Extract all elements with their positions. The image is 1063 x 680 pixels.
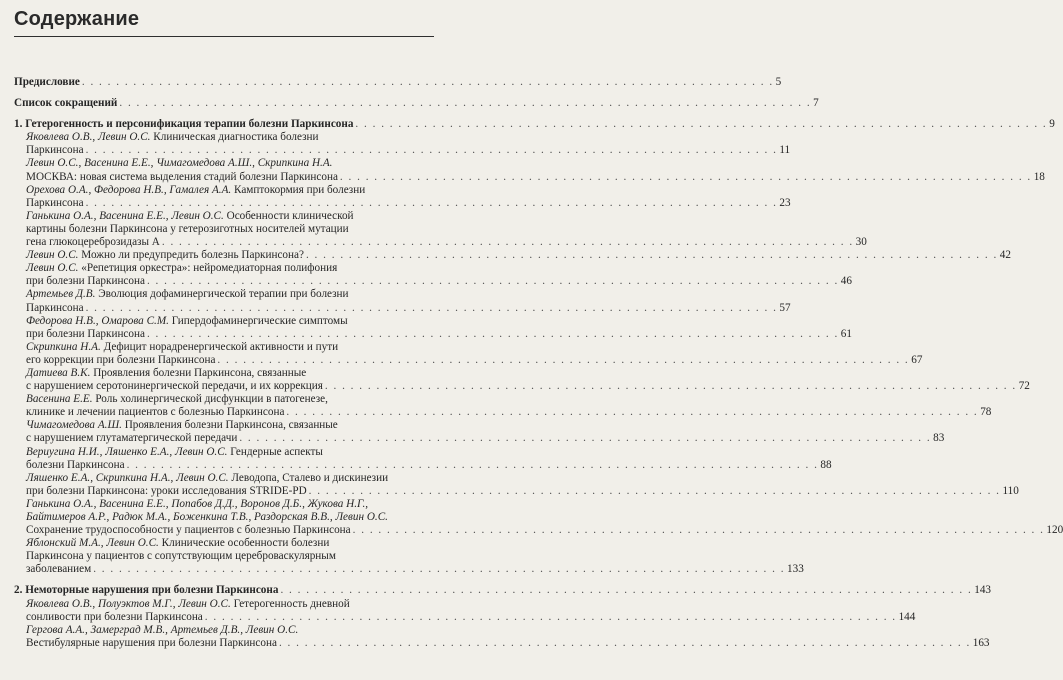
entry-title: Гипердофаминергические симптомы	[168, 314, 348, 327]
entry-text	[26, 171, 338, 184]
toc-entry	[14, 432, 945, 445]
toc-front-matter	[14, 97, 819, 110]
entry-text	[26, 611, 203, 624]
entry-text	[26, 328, 145, 341]
dot-leader: . . . . . . . . . . . . . . . . . . . . . . . . . . . . . . . . . . . . . . . . . . . . . . . . . . . . . . . . . . . . . . . . . . . . . . . . . . . . . . . . .	[355, 118, 1048, 131]
toc-entry-line	[14, 288, 433, 301]
toc-entry	[14, 144, 791, 157]
dot-leader: . . . . . . . . . . . . . . . . . . . . . . . . . . . . . . . . . . . . . . . . . . . . . . . . . . . . . . . . . . . . . . . . . . . . . . . . . . . . . . . . .	[278, 636, 971, 649]
toc-entry-line	[14, 393, 433, 406]
entry-title: Клиническая диагностика болезни	[150, 131, 319, 144]
entry-title: Особенности клинической	[223, 209, 354, 222]
dot-leader: . . . . . . . . . . . . . . . . . . . . . . . . . . . . . . . . . . . . . . . . . . . . . . . . . . . . . . . . . . . . . . . . . . . . . . . . . . . . . . . . .	[81, 76, 774, 88]
entry-text	[26, 563, 91, 576]
entry-title: Камптокормия при болезни	[231, 183, 366, 196]
toc-entry-line	[14, 537, 433, 550]
section-title: Предисловие	[14, 76, 80, 88]
toc-entry-line	[14, 210, 433, 223]
page-number: 120	[1046, 524, 1063, 537]
toc-entry-line	[14, 341, 433, 354]
entry-title: МОСКВА: новая система выделения стадий болезни Паркинсона	[26, 170, 338, 183]
dot-leader: . . . . . . . . . . . . . . . . . . . . . . . . . . . . . . . . . . . . . . . . . . . . . . . . . . . . . . . . . . . . . . . . . . . . . . . . . . . . . . . . .	[217, 353, 910, 366]
entry-authors: Байтимеров А.Р., Радюк М.А., Боженкина Т.В., Раздорская В.В., Левин О.С.	[26, 511, 388, 523]
toc-entry-line	[14, 223, 433, 236]
toc-entry	[14, 327, 852, 341]
section-title: 2. Немоторные нарушения при болезни Паркинсона	[14, 584, 279, 597]
entry-text	[26, 637, 277, 650]
entry-title: Паркинсона	[26, 196, 84, 209]
entry-authors: Гергова А.А., Замерград М.В., Артемьев Д.В., Левин О.С.	[26, 623, 299, 636]
entry-title: Гендерные аспекты	[227, 445, 323, 458]
entry-authors: Левин О.С.	[26, 262, 79, 275]
dot-leader: . . . . . . . . . . . . . . . . . . . . . . . . . . . . . . . . . . . . . . . . . . . . . . . . . . . . . . . . . . . . . . . . . . . . . . . . . . . . . . . . .	[308, 484, 1001, 497]
entry-authors: Ляшенко Е.А., Скрипкина Н.А., Левин О.С.	[26, 471, 229, 484]
toc-entry	[14, 301, 791, 315]
entry-authors: Ганькина О.А., Васенина Е.Е., Попабов Д.Д., Воронов Д.Б., Жукова Н.Г.,	[26, 497, 369, 510]
entry-title: клинике и лечении пациентов с болезнью Паркинсона	[26, 406, 285, 419]
toc-entry	[14, 406, 992, 419]
toc-entry-line	[14, 498, 433, 511]
title-rule	[14, 36, 434, 37]
page-title: Содержание	[14, 8, 140, 30]
page-number: 7	[813, 97, 819, 110]
page-number: 78	[980, 406, 992, 419]
spacer	[14, 89, 433, 97]
page-number: 57	[779, 301, 791, 314]
entry-text	[26, 485, 307, 498]
table-of-contents	[14, 76, 1063, 650]
toc-entry-line	[14, 550, 433, 563]
toc-entry-line	[14, 446, 433, 459]
page-number: 23	[779, 196, 791, 209]
entry-authors: Яблонский М.А., Левин О.С.	[26, 537, 159, 550]
entry-authors: Вериугина Н.И., Ляшенко Е.А., Левин О.С.	[26, 445, 228, 458]
entry-title: с нарушением серотонинергической передачи, и их коррекция	[26, 380, 323, 393]
entry-text	[14, 76, 80, 89]
entry-authors: Яковлева О.В., Полуэктов М.Г., Левин О.С.	[26, 597, 231, 610]
section-title: 1. Гетерогенность и персонификация терапии болезни Паркинсона	[14, 118, 354, 131]
toc-entry	[14, 275, 852, 288]
page-number: 67	[911, 353, 923, 366]
dot-leader: . . . . . . . . . . . . . . . . . . . . . . . . . . . . . . . . . . . . . . . . . . . . . . . . . . . . . . . . . . . . . . . . . . . . . . . . . . . . . . . . .	[239, 432, 932, 445]
entry-title: Проявления болезни Паркинсона, связанные	[121, 419, 338, 432]
toc-entry-line	[14, 419, 433, 432]
entry-title: картины болезни Паркинсона у гетерозиготных носителей мутации	[26, 222, 349, 235]
entry-title: Паркинсона у пациентов с сопутствующим цереброваскулярным	[26, 550, 336, 563]
entry-text	[26, 524, 351, 537]
page-number: 9	[1049, 118, 1055, 131]
page-number: 61	[840, 327, 852, 340]
entry-text	[26, 459, 125, 472]
toc-entry-line	[14, 157, 433, 170]
toc-entry-line	[14, 598, 433, 611]
toc-entry	[14, 380, 1030, 393]
entry-title: Клинические особенности болезни	[158, 537, 330, 550]
page-number: 46	[840, 275, 852, 288]
entry-authors: Артемьев Д.В.	[26, 288, 96, 301]
entry-authors: Датиева В.К.	[26, 366, 91, 379]
entry-title: «Репетиция оркестра»: нейромедиаторная полифония	[78, 262, 338, 275]
toc-entry	[14, 170, 1045, 184]
entry-authors: Федорова Н.В., Омарова С.М.	[26, 314, 169, 327]
entry-text	[26, 302, 84, 315]
entry-authors: Ганькина О.А., Васенина Е.Е., Левин О.С.	[26, 209, 224, 222]
dot-leader: . . . . . . . . . . . . . . . . . . . . . . . . . . . . . . . . . . . . . . . . . . . . . . . . . . . . . . . . . . . . . . . . . . . . . . . . . . . . . . . . .	[339, 170, 1032, 183]
dot-leader: . . . . . . . . . . . . . . . . . . . . . . . . . . . . . . . . . . . . . . . . . . . . . . . . . . . . . . . . . . . . . . . . . . . . . . . . . . . . . . . . .	[93, 563, 785, 576]
dot-leader: . . . . . . . . . . . . . . . . . . . . . . . . . . . . . . . . . . . . . . . . . . . . . . . . . . . . . . . . . . . . . . . . . . . . . . . . . . . . . . . . .	[280, 584, 973, 597]
entry-text	[14, 584, 278, 597]
dot-leader: . . . . . . . . . . . . . . . . . . . . . . . . . . . . . . . . . . . . . . . . . . . . . . . . . . . . . . . . . . . . . . . . . . . . . . . . . . . . . . . . .	[85, 301, 778, 314]
page-number: 88	[820, 458, 832, 471]
toc-entry-line	[14, 472, 433, 485]
page-number: 42	[999, 249, 1011, 262]
entry-title: Дефицит норадренергической активности и пути	[100, 340, 339, 353]
entry-text	[26, 432, 237, 445]
entry-title: его коррекции при болезни Паркинсона	[26, 353, 216, 366]
entry-text	[26, 249, 304, 262]
dot-leader: . . . . . . . . . . . . . . . . . . . . . . . . . . . . . . . . . . . . . . . . . . . . . . . . . . . . . . . . . . . . . . . . . . . . . . . . . . . . . . . . .	[85, 196, 778, 209]
entry-title: сонливости при болезни Паркинсона	[26, 610, 203, 623]
dot-leader: . . . . . . . . . . . . . . . . . . . . . . . . . . . . . . . . . . . . . . . . . . . . . . . . . . . . . . . . . . . . . . . . . . . . . . . . . . . . . . . . .	[352, 524, 1045, 537]
toc-entry	[14, 458, 832, 472]
toc-entry-line	[14, 624, 433, 637]
dot-leader: . . . . . . . . . . . . . . . . . . . . . . . . . . . . . . . . . . . . . . . . . . . . . . . . . . . . . . . . . . . . . . . . . . . . . . . . . . . . . . . . .	[204, 610, 897, 623]
entry-authors: Яковлева О.В., Левин О.С.	[26, 131, 151, 144]
toc-entry	[14, 524, 1063, 537]
entry-text	[26, 197, 84, 210]
dot-leader: . . . . . . . . . . . . . . . . . . . . . . . . . . . . . . . . . . . . . . . . . . . . . . . . . . . . . . . . . . . . . . . . . . . . . . . . . . . . . . . . .	[146, 275, 839, 288]
page-number: 163	[972, 636, 990, 649]
toc-entry	[14, 484, 1019, 498]
page-number: 83	[933, 432, 945, 445]
entry-authors: Левин О.С., Васенина Е.Е., Чимагомедова А.Ш., Скрипкина Н.А.	[26, 157, 333, 170]
dot-leader: . . . . . . . . . . . . . . . . . . . . . . . . . . . . . . . . . . . . . . . . . . . . . . . . . . . . . . . . . . . . . . . . . . . . . . . . . . . . . . . . .	[305, 249, 998, 262]
dot-leader: . . . . . . . . . . . . . . . . . . . . . . . . . . . . . . . . . . . . . . . . . . . . . . . . . . . . . . . . . . . . . . . . . . . . . . . . . . . . . . . . .	[126, 458, 819, 471]
toc-entry	[14, 563, 804, 576]
entry-title: Гетерогенность дневной	[230, 597, 350, 610]
toc-entry	[14, 610, 916, 624]
entry-title: гена глюкоцереброзидазы А	[26, 236, 160, 249]
page-number: 143	[974, 584, 992, 597]
entry-authors: Васенина Е.Е.	[26, 393, 93, 406]
entry-text	[26, 275, 145, 288]
entry-title: Леводопа, Сталево и дискинезии	[228, 471, 389, 484]
page-number: 5	[775, 76, 782, 88]
entry-text	[26, 144, 84, 157]
entry-title: Эволюция дофаминергической терапии при болезни	[95, 288, 349, 301]
entry-title: Паркинсона	[26, 301, 84, 314]
entry-text	[14, 97, 117, 110]
entry-title: при болезни Паркинсона	[26, 327, 145, 340]
toc-section	[14, 118, 1055, 131]
page-number: 18	[1033, 170, 1045, 183]
entry-title: Можно ли предупредить болезнь Паркинсона?	[78, 249, 304, 262]
entry-authors: Левин О.С.	[26, 249, 79, 262]
entry-authors: Скрипкина Н.А.	[26, 340, 101, 353]
spacer	[14, 110, 433, 118]
entry-text	[26, 406, 284, 419]
entry-title: с нарушением глутаматергической передачи	[26, 432, 238, 445]
toc-entry	[14, 636, 990, 650]
dot-leader: . . . . . . . . . . . . . . . . . . . . . . . . . . . . . . . . . . . . . . . . . . . . . . . . . . . . . . . . . . . . . . . . . . . . . . . . . . . . . . . . .	[286, 406, 979, 419]
toc-section	[14, 584, 992, 597]
toc-entry-line	[14, 367, 433, 380]
entry-title: Проявления болезни Паркинсона, связанные	[90, 366, 307, 379]
entry-authors: Орехова О.А., Федорова Н.В., Гамалея А.А.	[26, 183, 232, 196]
page-number: 133	[787, 563, 804, 576]
toc-entry	[14, 353, 923, 367]
entry-title: Паркинсона	[26, 144, 84, 157]
entry-title: при болезни Паркинсона: уроки исследования STRIDE-PD	[26, 484, 307, 497]
dot-leader: . . . . . . . . . . . . . . . . . . . . . . . . . . . . . . . . . . . . . . . . . . . . . . . . . . . . . . . . . . . . . . . . . . . . . . . . . . . . . . . . .	[324, 380, 1017, 393]
toc-entry-line	[14, 511, 433, 524]
spacer	[14, 576, 433, 584]
dot-leader: . . . . . . . . . . . . . . . . . . . . . . . . . . . . . . . . . . . . . . . . . . . . . . . . . . . . . . . . . . . . . . . . . . . . . . . . . . . . . . . . .	[119, 97, 812, 110]
entry-authors: Чимагомедова А.Ш.	[26, 419, 122, 432]
page-number: 144	[898, 610, 916, 623]
entry-title: при болезни Паркинсона	[26, 275, 145, 288]
dot-leader: . . . . . . . . . . . . . . . . . . . . . . . . . . . . . . . . . . . . . . . . . . . . . . . . . . . . . . . . . . . . . . . . . . . . . . . . . . . . . . . . .	[146, 327, 839, 340]
dot-leader: . . . . . . . . . . . . . . . . . . . . . . . . . . . . . . . . . . . . . . . . . . . . . . . . . . . . . . . . . . . . . . . . . . . . . . . . . . . . . . . . .	[161, 236, 854, 249]
entry-title: заболеванием	[26, 563, 92, 576]
entry-text	[26, 354, 215, 367]
page-number: 11	[779, 144, 791, 157]
page-number: 30	[855, 236, 867, 249]
entry-text	[26, 236, 160, 249]
toc-entry-line	[14, 131, 433, 144]
toc-entry-line	[14, 315, 433, 328]
toc-entry-line	[14, 184, 433, 197]
entry-text	[14, 118, 353, 131]
toc-entry	[14, 249, 1011, 262]
page-number: 72	[1018, 380, 1030, 393]
toc-entry	[14, 236, 867, 249]
toc-front-matter	[14, 76, 782, 89]
entry-title: Вестибулярные нарушения при болезни Паркинсона	[26, 636, 277, 649]
toc-entry	[14, 196, 791, 210]
toc-entry-line	[14, 262, 433, 275]
section-title: Список сокращений	[14, 97, 118, 110]
page-number: 110	[1002, 484, 1019, 497]
entry-title: Сохранение трудоспособности у пациентов с болезнью Паркинсона	[26, 524, 351, 537]
entry-text	[26, 380, 323, 393]
entry-title: Роль холинергической дисфункции в патогенезе,	[92, 393, 328, 406]
entry-title: болезни Паркинсона	[26, 458, 125, 471]
dot-leader: . . . . . . . . . . . . . . . . . . . . . . . . . . . . . . . . . . . . . . . . . . . . . . . . . . . . . . . . . . . . . . . . . . . . . . . . . . . . . . . . .	[85, 144, 778, 157]
